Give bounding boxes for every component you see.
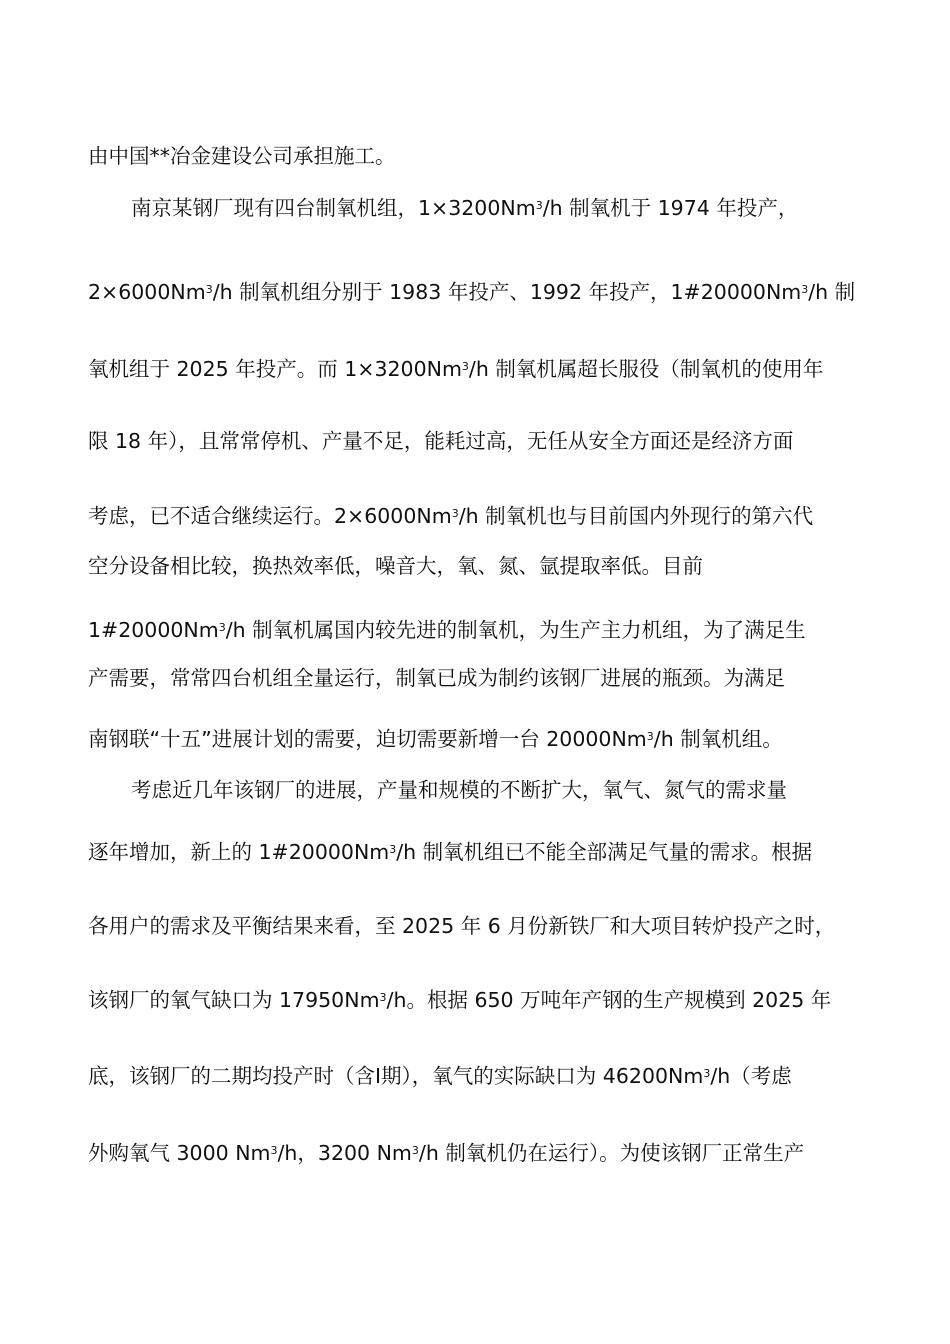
text-span: 考虑，已不适合继续运行。2×6000Nm (88, 504, 452, 528)
text-span: 1#20000Nm (88, 618, 219, 642)
text-span: 2×6000Nm (88, 280, 206, 304)
text-line (88, 983, 868, 1017)
text-span: /h 制氧机仍在运行）。为使该钢厂正常生产 (418, 1141, 805, 1165)
text-span: /h 制 (808, 280, 856, 304)
superscript: 3 (411, 1143, 419, 1157)
superscript: 3 (461, 359, 469, 373)
text-span: 各用户的需求及平衡结果来看，至 2025 年 6 月份新铁厂和大项目转炉投产之时， (88, 914, 836, 938)
superscript: 3 (801, 282, 809, 296)
superscript: 3 (703, 1066, 711, 1080)
superscript: 3 (205, 282, 213, 296)
text-line (88, 139, 868, 173)
text-span: /h 制氧机组分别于 1983 年投产、1992 年投产，1#20000Nm (212, 280, 802, 304)
text-line (88, 275, 868, 309)
text-line (131, 773, 911, 807)
text-span: /h 制氧机属超长服役（制氧机的使用年 (468, 357, 824, 381)
text-span: 氧机组于 2025 年投产。而 1×3200Nm (88, 357, 462, 381)
text-span: /h 制氧机于 1974 年投产， (542, 196, 799, 220)
text-line (88, 549, 868, 583)
text-span: 考虑近几年该钢厂的进展，产量和规模的不断扩大，氧气、氮气的需求量 (131, 778, 787, 802)
superscript: 3 (379, 990, 387, 1004)
text-span: 南钢联“十五”进展计划的需要，迫切需要新增一台 20000Nm (88, 727, 647, 751)
text-span: /h（考虑 (710, 1064, 792, 1088)
text-span: /h 制氧机组。 (653, 727, 783, 751)
text-line (88, 722, 868, 756)
text-span: 逐年增加，新上的 1#20000Nm (88, 840, 390, 864)
text-span: /h。根据 650 万吨年产钢的生产规模到 2025 年 (386, 988, 832, 1012)
text-span: /h，3200 Nm (277, 1141, 412, 1165)
text-line (88, 909, 868, 943)
text-line (88, 499, 868, 533)
text-span: 限 18 年），且常常停机、产量不足，能耗过高，无任从安全方面还是经济方面 (88, 429, 794, 453)
superscript: 3 (535, 198, 543, 212)
text-line (88, 352, 868, 386)
text-line (88, 661, 868, 695)
superscript: 3 (270, 1143, 278, 1157)
text-span: 该钢厂的氧气缺口为 17950Nm (88, 988, 380, 1012)
text-span: 由中国**冶金建设公司承担施工。 (88, 144, 396, 168)
text-span: 空分设备相比较，换热效率低，噪音大，氧、氮、氩提取率低。目前 (88, 554, 703, 578)
text-span: /h 制氧机也与目前国内外现行的第六代 (458, 504, 814, 528)
text-line (88, 835, 868, 869)
text-span: /h 制氧机属国内较先进的制氧机，为生产主力机组，为了满足生 (225, 618, 806, 642)
superscript: 3 (646, 729, 654, 743)
text-line (131, 191, 911, 225)
text-span: 底，该钢厂的二期均投产时（含Ⅰ期），氧气的实际缺口为 46200Nm (88, 1064, 704, 1088)
text-line (88, 1136, 868, 1170)
text-span: 产需要，常常四台机组全量运行，制氧已成为制约该钢厂进展的瓶颈。为满足 (88, 666, 785, 690)
superscript: 3 (451, 506, 459, 520)
text-line (88, 613, 868, 647)
text-span: /h 制氧机组已不能全部满足气量的需求。根据 (396, 840, 813, 864)
text-line (88, 424, 868, 458)
text-span: 南京某钢厂现有四台制氧机组，1×3200Nm (131, 196, 536, 220)
text-span: 外购氧气 3000 Nm (88, 1141, 271, 1165)
text-line (88, 1059, 868, 1093)
superscript: 3 (389, 842, 397, 856)
superscript: 3 (218, 620, 226, 634)
